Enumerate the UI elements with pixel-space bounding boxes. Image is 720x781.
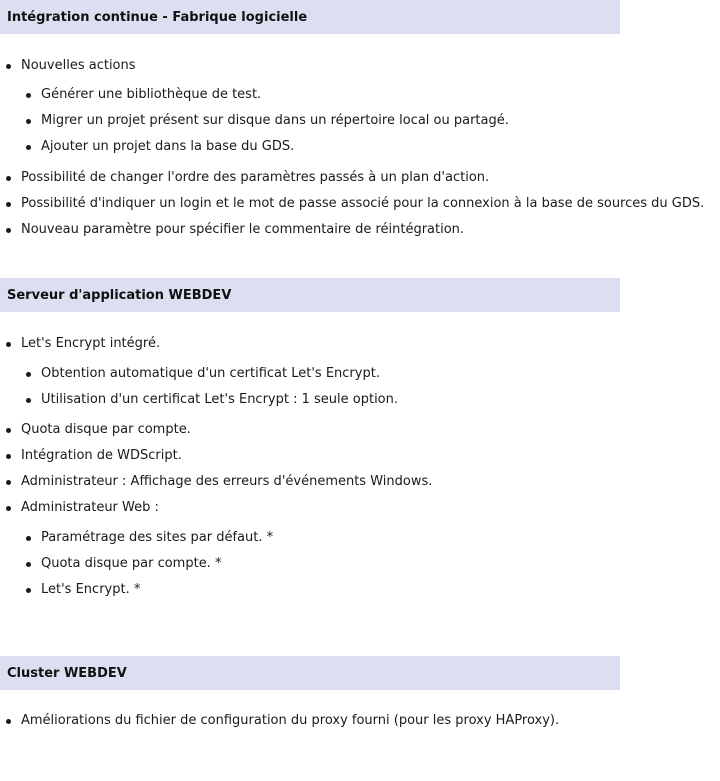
section-title: Serveur d'application WEBDEV <box>7 287 232 303</box>
list-item: Administrateur Web : <box>21 499 159 517</box>
list-item: Let's Encrypt. * <box>41 581 140 599</box>
list-item: Quota disque par compte. <box>21 421 191 439</box>
list-item: Administrateur : Affichage des erreurs d'événements Windows. <box>21 473 432 491</box>
bullet-icon <box>26 536 31 541</box>
bullet-icon <box>6 480 11 485</box>
list-item: Possibilité de changer l'ordre des paramètres passés à un plan d'action. <box>21 169 489 187</box>
list-item: Migrer un projet présent sur disque dans un répertoire local ou partagé. <box>41 112 509 130</box>
bullet-icon <box>6 228 11 233</box>
bullet-icon <box>26 588 31 593</box>
bullet-icon <box>6 428 11 433</box>
list-item: Possibilité d'indiquer un login et le mot de passe associé pour la connexion à la base de sources du GDS. <box>21 195 704 213</box>
bullet-icon <box>6 506 11 511</box>
list-item: Nouvelles actions <box>21 57 136 75</box>
list-item: Nouveau paramètre pour spécifier le commentaire de réintégration. <box>21 221 464 239</box>
bullet-icon <box>26 93 31 98</box>
list-item: Ajouter un projet dans la base du GDS. <box>41 138 294 156</box>
section-title: Intégration continue - Fabrique logicielle <box>7 9 308 25</box>
bullet-icon <box>26 145 31 150</box>
bullet-icon <box>6 342 11 347</box>
section-header-cluster-webdev <box>0 656 620 690</box>
bullet-icon <box>26 562 31 567</box>
list-item: Utilisation d'un certificat Let's Encrypt : 1 seule option. <box>41 391 398 409</box>
list-item: Quota disque par compte. * <box>41 555 221 573</box>
section-header-serveur-webdev <box>0 278 620 312</box>
bullet-icon <box>26 119 31 124</box>
bullet-icon <box>6 176 11 181</box>
bullet-icon <box>6 202 11 207</box>
bullet-icon <box>26 372 31 377</box>
list-item: Paramétrage des sites par défaut. * <box>41 529 273 547</box>
section-header-integration-continue <box>0 0 620 34</box>
section-title: Cluster WEBDEV <box>7 665 127 681</box>
list-item: Obtention automatique d'un certificat Let's Encrypt. <box>41 365 380 383</box>
bullet-icon <box>26 398 31 403</box>
bullet-icon <box>6 454 11 459</box>
list-item: Générer une bibliothèque de test. <box>41 86 261 104</box>
list-item: Let's Encrypt intégré. <box>21 335 160 353</box>
list-item: Intégration de WDScript. <box>21 447 182 465</box>
list-item: Améliorations du fichier de configuration du proxy fourni (pour les proxy HAProxy). <box>21 712 559 730</box>
bullet-icon <box>6 719 11 724</box>
bullet-icon <box>6 64 11 69</box>
